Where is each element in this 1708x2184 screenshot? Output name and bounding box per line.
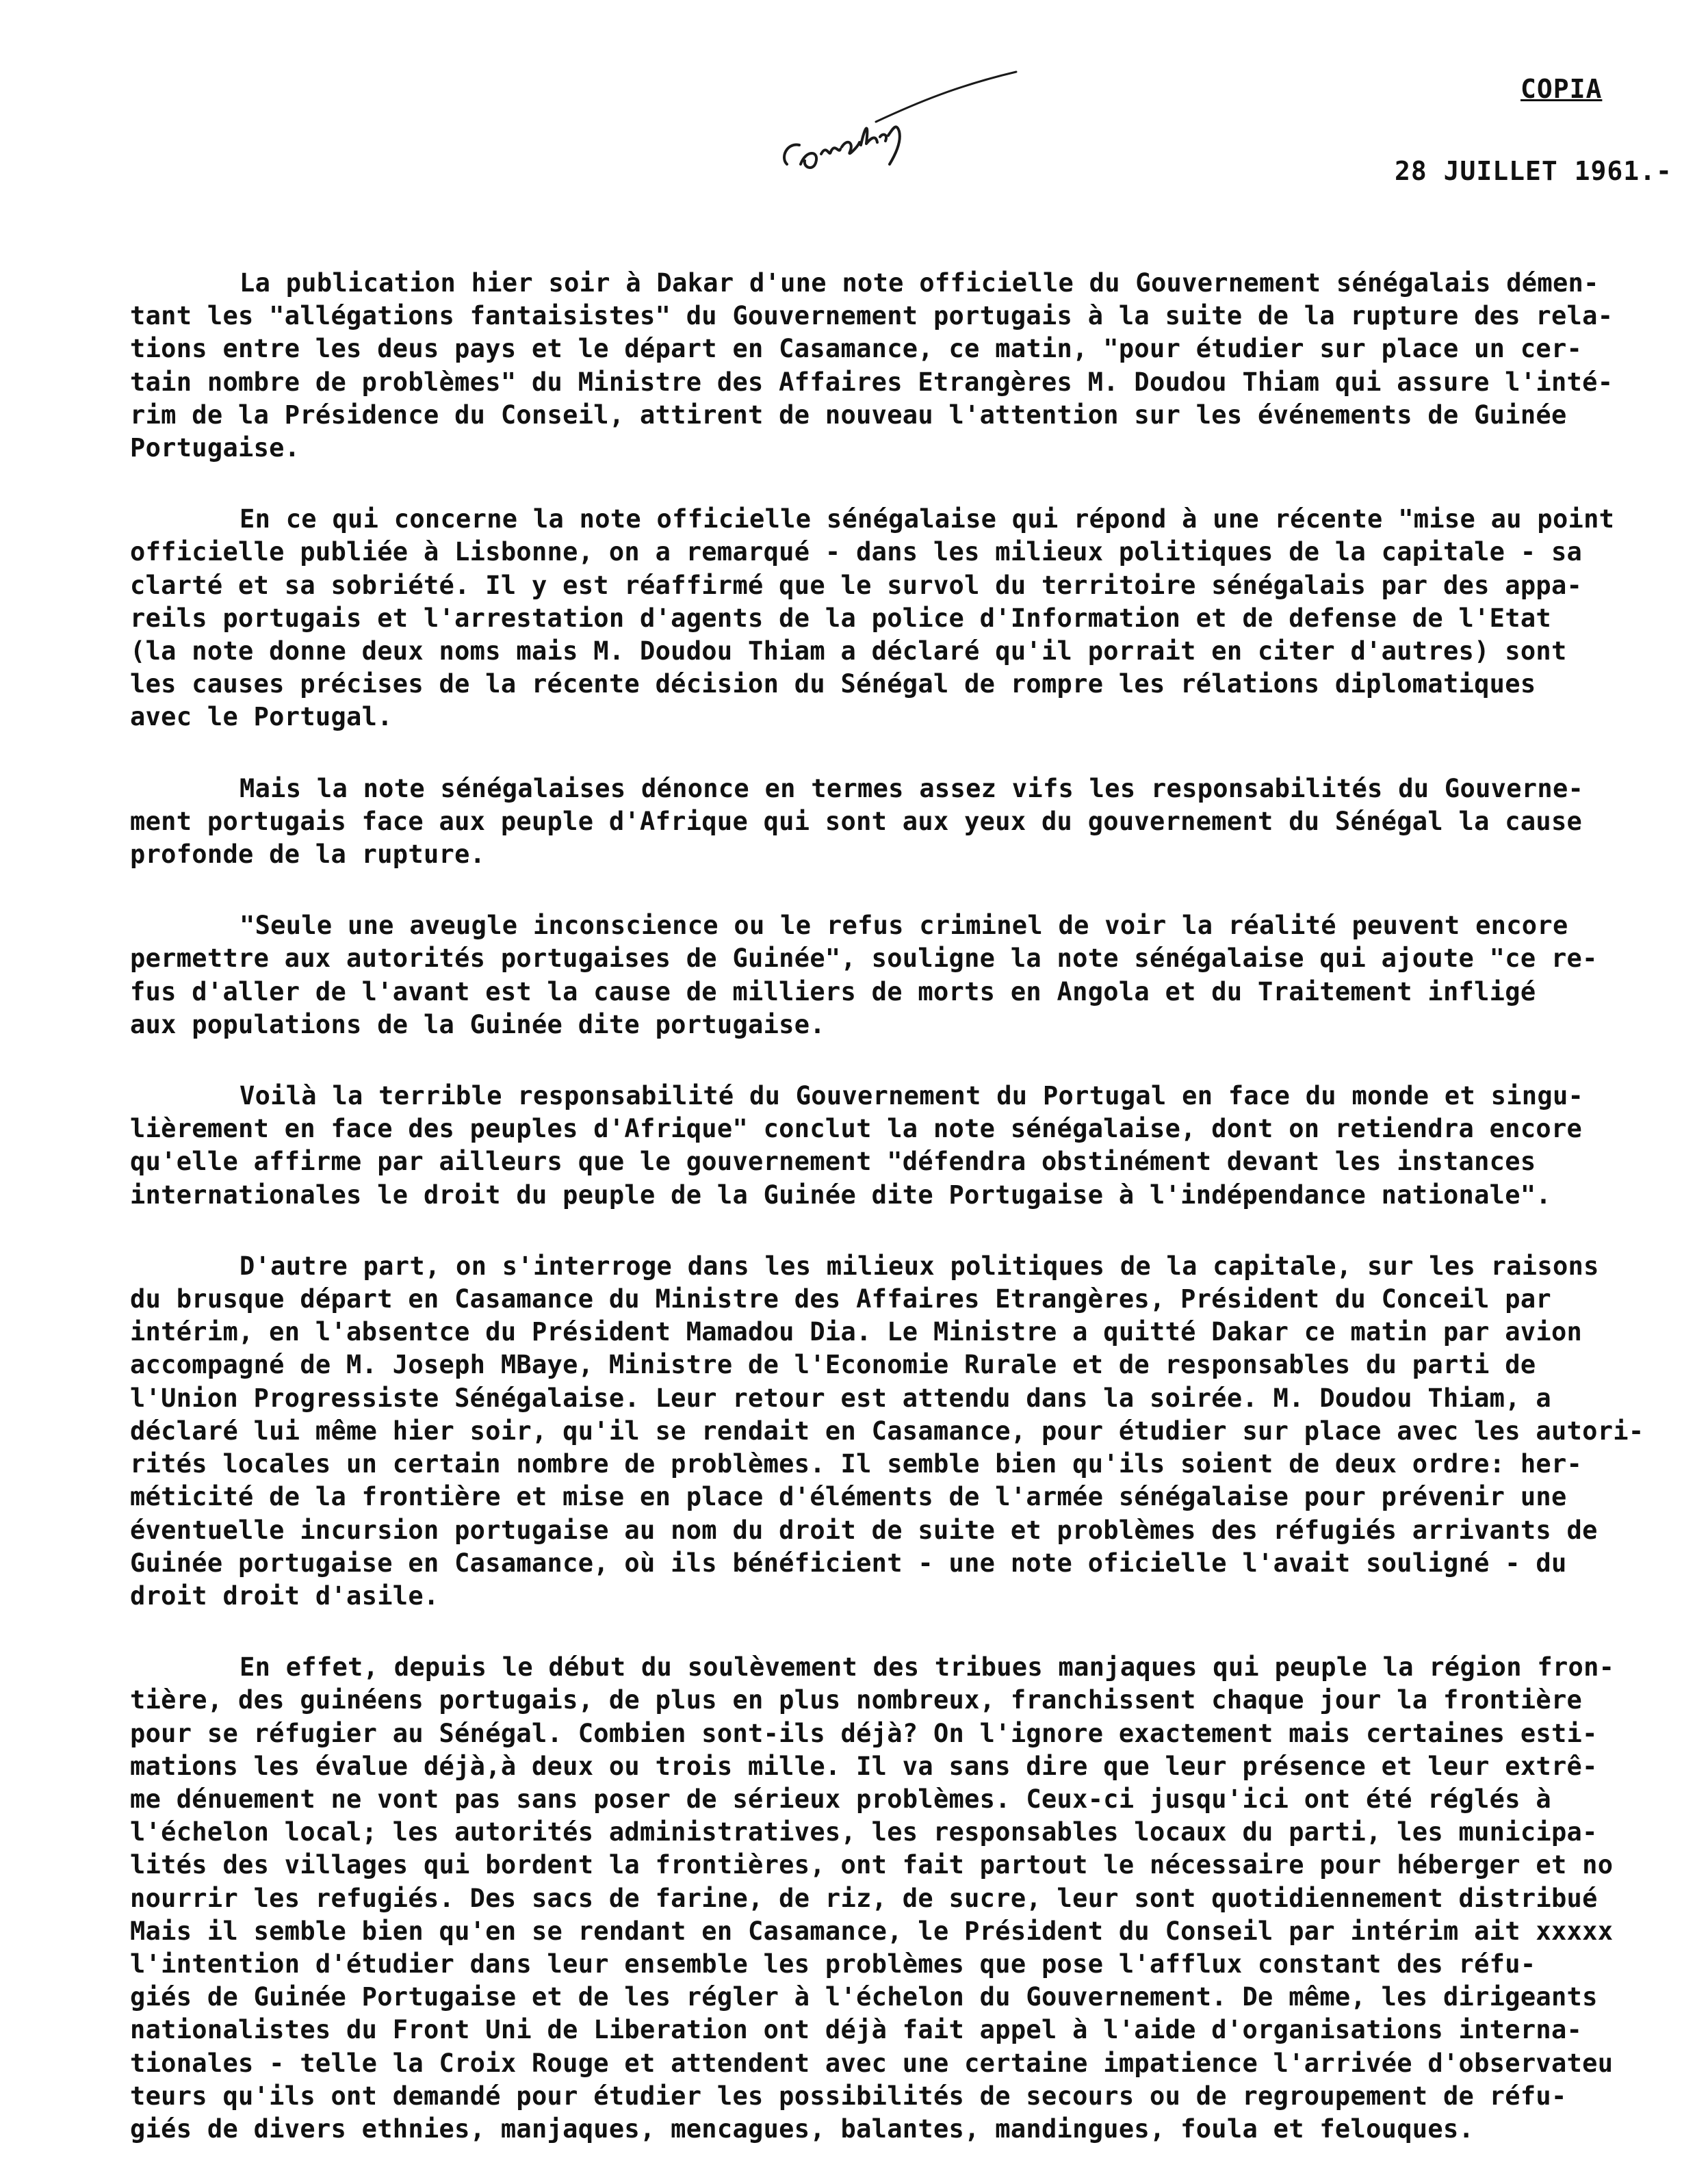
text-line: tionales - telle la Croix Rouge et attendent avec une certaine impatience l'arrivée d'observateu [130, 2048, 1614, 2078]
text-line: fus d'aller de l'avant est la cause de milliers de morts en Angola et du Traitement infligé [130, 976, 1536, 1006]
text-line: Mais la note sénégalaises dénonce en termes assez vifs les responsabilités du Gouverne- [240, 773, 1584, 803]
text-line: méticité de la frontière et mise en place d'éléments de l'armée sénégalaise pour prévenir une [130, 1482, 1567, 1512]
text-line: Guinée portugaise en Casamance, où ils bénéficient - une note oficielle l'avait souligné - du [130, 1548, 1567, 1578]
text-line: déclaré lui même hier soir, qu'il se rendait en Casamance, pour étudier sur place avec les autori- [130, 1416, 1644, 1446]
text-line: aux populations de la Guinée dite portugaise. [130, 1009, 825, 1039]
paragraph [130, 1250, 1670, 1613]
text-line: ment portugais face aux peuple d'Afrique qui sont aux yeux du gouvernement du Sénégal la cause [130, 806, 1583, 836]
text-line: nationalistes du Front Uni de Liberation ont déjà fait appel à l'aide d'organisations interna- [130, 2015, 1583, 2045]
text-line: permettre aux autorités portugaises de Guinée", souligne la note sénégalaise qui ajoute "ce re- [130, 944, 1598, 974]
paragraph [130, 1651, 1670, 2146]
text-line: giés de divers ethnies, manjaques, mencagues, balantes, mandingues, foula et felouques. [130, 2114, 1475, 2144]
text-line: La publication hier soir à Dakar d'une note officielle du Gouvernement sénégalais démen- [240, 268, 1599, 298]
text-line: tant les "allégations fantaisistes" du Gouvernement portugais à la suite de la rupture des rela- [130, 301, 1614, 331]
text-line: éventuelle incursion portugaise au nom du droit de suite et problèmes des réfugiés arrivants de [130, 1515, 1598, 1545]
paragraph [130, 1080, 1670, 1212]
text-line: reils portugais et l'arrestation d'agents de la police d'Information et de defense de l'Etat [130, 603, 1551, 633]
text-line: nourrir les refugiés. Des sacs de farine, de riz, de sucre, leur sont quotidiennement distribué [130, 1883, 1598, 1913]
text-line: rim de la Présidence du Conseil, attirent de nouveau l'attention sur les événements de Guinée [130, 400, 1567, 430]
document-date: 28 JUILLET 1961.- [1395, 156, 1672, 186]
text-line: (la note donne deux noms mais M. Doudou Thiam a déclaré qu'il porrait en citer d'autres) sont [130, 636, 1567, 666]
text-line: l'intention d'étudier dans leur ensemble les problèmes que pose l'afflux constant des réfu- [130, 1949, 1536, 1979]
paragraph [130, 267, 1670, 465]
text-line: rités locales un certain nombre de problèmes. Il semble bien qu'ils soient de deux ordre: her- [130, 1449, 1583, 1479]
text-line: "Seule une aveugle inconscience ou le refus criminel de voir la réalité peuvent encore [240, 911, 1568, 941]
text-line: D'autre part, on s'interroge dans les milieux politiques de la capitale, sur les raisons [240, 1251, 1599, 1281]
text-line: En effet, depuis le début du soulèvement des tribues manjaques qui peuple la région fron- [240, 1652, 1615, 1682]
text-line: teurs qu'ils ont demandé pour étudier les possibilités de secours ou de regroupement de réfu- [130, 2081, 1567, 2111]
text-line: accompagné de M. Joseph MBaye, Ministre de l'Economie Rurale et de responsables du parti de [130, 1350, 1536, 1380]
text-line: En ce qui concerne la note officielle sénégalaise qui répond à une récente "mise au point [240, 504, 1615, 534]
text-line: tions entre les deus pays et le départ en Casamance, ce matin, "pour étudier sur place un cer- [130, 334, 1583, 364]
text-line: officielle publiée à Lisbonne, on a remarqué - dans les milieux politiques de la capitale - sa [130, 537, 1583, 567]
text-line: pour se réfugier au Sénégal. Combien sont-ils déjà? On l'ignore exactement mais certaines esti- [130, 1718, 1598, 1748]
text-line: lités des villages qui bordent la frontières, ont fait partout le nécessaire pour héberger et no [130, 1850, 1614, 1880]
text-line: Mais il semble bien qu'en se rendant en Casamance, le Président du Conseil par intérim ait xxxxx [130, 1916, 1614, 1946]
text-line: tain nombre de problèmes" du Ministre des Affaires Etrangères M. Doudou Thiam qui assure l'inté- [130, 367, 1614, 397]
text-line: lièrement en face des peuples d'Afrique" conclut la note sénégalaise, dont on retiendra encore [130, 1114, 1583, 1144]
paragraph [130, 909, 1670, 1041]
paragraph [130, 772, 1670, 872]
text-line: droit droit d'asile. [130, 1581, 439, 1611]
text-line: internationales le droit du peuple de la Guinée dite Portugaise à l'indépendance nationale". [130, 1180, 1551, 1210]
text-line: clarté et sa sobriété. Il y est réaffirmé que le survol du territoire sénégalais par des appa- [130, 570, 1583, 600]
copia-label: COPIA [1521, 74, 1603, 104]
text-line: mations les évalue déjà,à deux ou trois mille. Il va sans dire que leur présence et leur extrê- [130, 1751, 1598, 1781]
text-line: me dénuement ne vont pas sans poser de sérieux problèmes. Ceux-ci jusqu'ici ont été réglés à [130, 1784, 1551, 1814]
text-line: l'échelon local; les autorités administratives, les responsables locaux du parti, les municipa- [130, 1817, 1598, 1847]
text-line: l'Union Progressiste Sénégalaise. Leur retour est attendu dans la soirée. M. Doudou Thiam, a [130, 1383, 1551, 1413]
text-line: Portugaise. [130, 433, 300, 463]
text-line: profonde de la rupture. [130, 840, 486, 870]
text-line: les causes précises de la récente décision du Sénégal de rompre les rélations diplomatiques [130, 669, 1536, 699]
paragraph [130, 503, 1670, 733]
text-line: tière, des guinéens portugais, de plus en plus nombreux, franchissent chaque jour la frontière [130, 1685, 1583, 1715]
text-line: qu'elle affirme par ailleurs que le gouvernement "défendra obstinément devant les instances [130, 1147, 1536, 1177]
text-line: intérim, en l'absentce du Président Mamadou Dia. Le Ministre a quitté Dakar ce matin par avion [130, 1317, 1583, 1347]
article-body [130, 267, 1670, 2184]
text-line: Voilà la terrible responsabilité du Gouvernement du Portugal en face du monde et singu- [240, 1081, 1584, 1111]
text-line: giés de Guinée Portugaise et de les régler à l'échelon du Gouvernement. De même, les dirigeants [130, 1982, 1598, 2012]
handwritten-annotation [773, 62, 1020, 198]
text-line: avec le Portugal. [130, 702, 393, 732]
text-line: du brusque départ en Casamance du Ministre des Affaires Etrangères, Président du Conceil par [130, 1284, 1551, 1314]
